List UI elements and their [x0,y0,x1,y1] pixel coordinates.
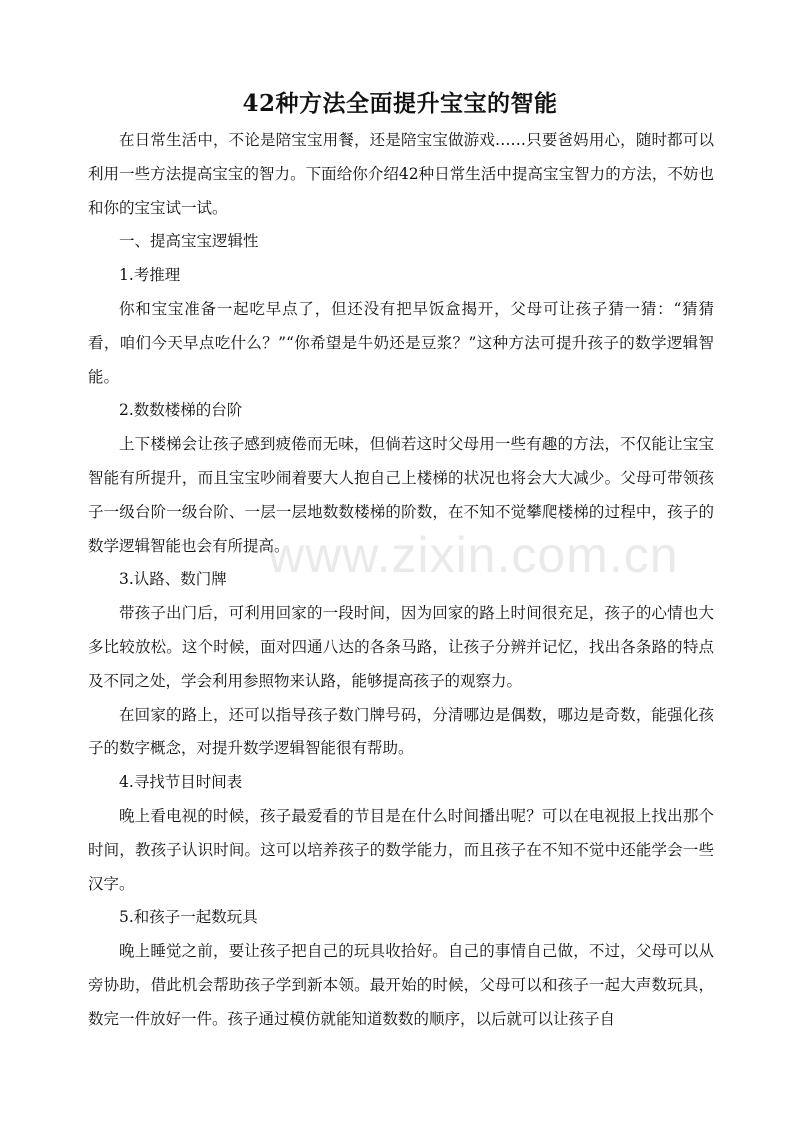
watermark: www.zixin.com.cn [268,527,679,583]
body-paragraph: 你和宝宝准备一起吃早点了，但还没有把早饭盒揭开，父母可让孩子猜一猜：“猜猜看，咱们今天早点吃什么？”“你希望是牛奶还是豆浆？”这种方法可提升孩子的数学逻辑智能。 [88,299,714,386]
subheading-reasoning: 1.考推理 [119,266,181,285]
document-title: 42种方法全面提升宝宝的智能 [242,90,558,117]
subheading-count-toys: 5.和孩子一起数玩具 [119,908,258,927]
subheading-recognize-roads: 3.认路、数门牌 [119,570,227,589]
body-paragraph: 晚上看电视的时候，孩子最爱看的节目是在什么时间播出呢？可以在电视报上找出那个时间，教孩子认识时间。这可以培养孩子的数学能力，而且孩子在不知不觉中还能学会一些汉字。 [88,806,714,893]
body-paragraph: 晚上睡觉之前，要让孩子把自己的玩具收拾好。自己的事情自己做，不过，父母可以从旁协助，借此机会帮助孩子学到新本领。最开始的时候，父母可以和孩子一起大声数玩具，数完一件放好一件。孩子通过模仿就能知道数数的顺序，以后就可以让孩子自 [88,942,714,1028]
body-paragraph: 上下楼梯会让孩子感到疲倦而无味，但倘若这时父母用一些有趣的方法，不仅能让宝宝智能有所提升，而且宝宝吵闹着要大人抱自己上楼梯的状况也将会大大减少。父母可带领孩子一级台阶一级台阶、一层一层地数数楼梯的阶数，在不知不觉攀爬楼梯的过程中，孩子的数学逻辑智能也会有所提高。 [88,435,714,555]
subheading-count-stairs: 2.数数楼梯的台阶 [119,401,243,420]
body-paragraph: 在回家的路上，还可以指导孩子数门牌号码，分清哪边是偶数，哪边是奇数，能强化孩子的数字概念，对提升数学逻辑智能很有帮助。 [88,705,714,758]
body-paragraph: 带孩子出门后，可利用回家的一段时间，因为回家的路上时间很充足，孩子的心情也大多比较放松。这个时候，面对四通八达的各条马路，让孩子分辨并记忆，找出各条路的特点及不同之处，学会利用参照物来认路，能够提高孩子的观察力。 [88,604,714,690]
subheading-tv-schedule: 4.寻找节目时间表 [119,773,243,792]
intro-paragraph: 在日常生活中，不论是陪宝宝用餐，还是陪宝宝做游戏……只要爸妈用心，随时都可以利用一些方法提高宝宝的智力。下面给你介绍42种日常生活中提高宝宝智力的方法，不妨也和你的宝宝试一试。 [88,131,714,217]
document-body [88,124,714,1037]
section-heading-logic: 一、提高宝宝逻辑性 [119,232,259,251]
